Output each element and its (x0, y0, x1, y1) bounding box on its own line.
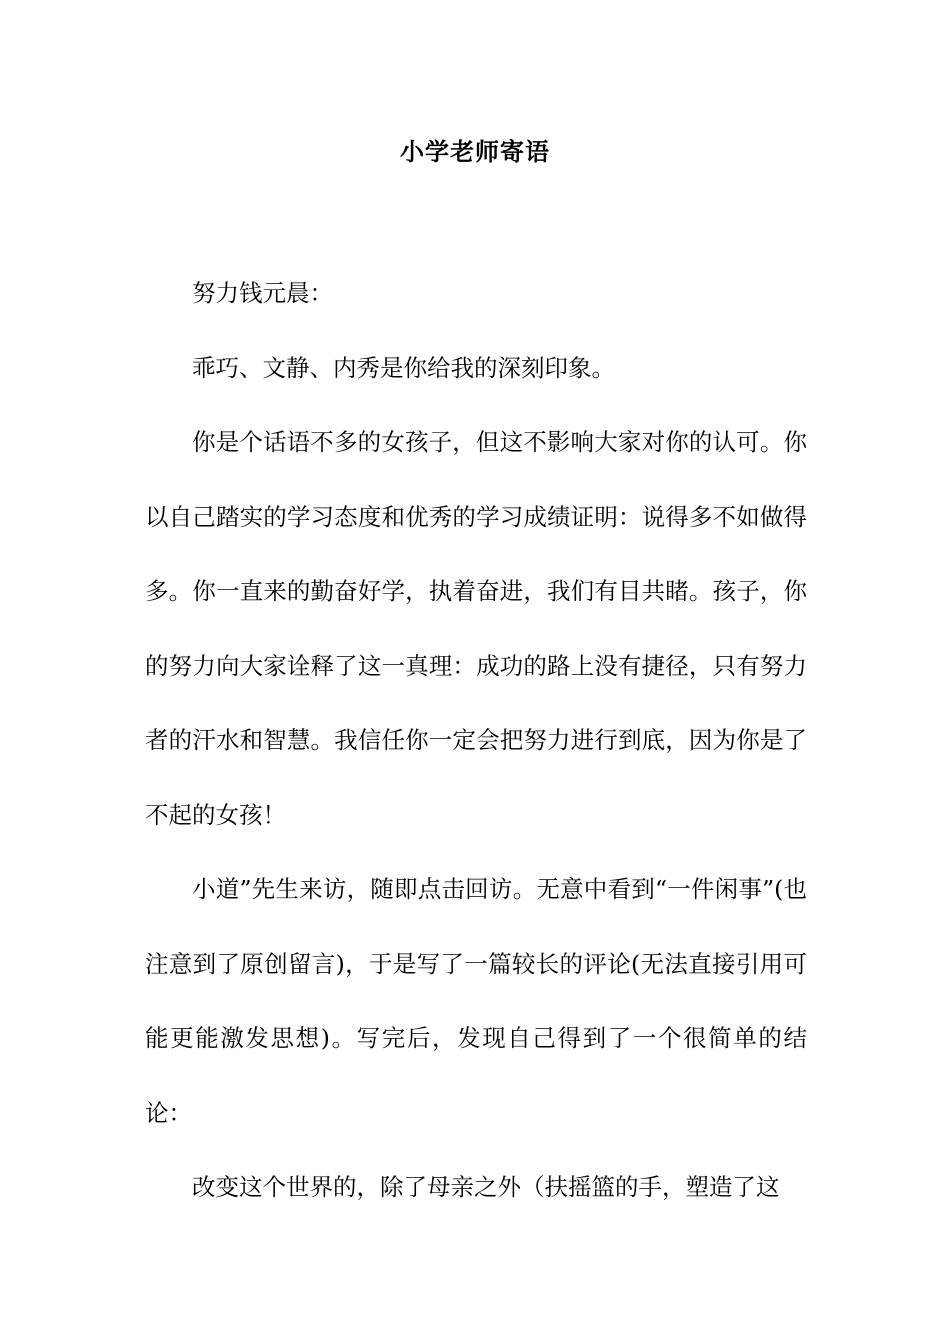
document-body (145, 256, 807, 1225)
document-title: 小学老师寄语 (400, 137, 550, 166)
body-paragraph-4: 改变这个世界的，除了母亲之外（扶摇篮的手，塑造了这 (192, 1173, 780, 1201)
salutation-paragraph: 努力钱元晨： (192, 279, 333, 307)
body-paragraph-1: 乖巧、文静、内秀是你给我的深刻印象。 (192, 353, 615, 382)
body-paragraph-3: 小道”先生来访，随即点击回访。无意中看到“一件闲事”(也注意到了原创留言)，于是写了一篇较长的评论(无法直接引用可能更能激发思想)。写完后，发现自己得到了一个很简单的结论： (145, 875, 807, 1127)
body-paragraph-2: 你是个话语不多的女孩子，但这不影响大家对你的认可。你以自己踏实的学习态度和优秀的学习成绩证明：说得多不如做得多。你一直来的勤奋好学，执着奋进，我们有目共睹。孩子，你的努力向大家诠释了这一真理：成功的路上没有捷径，只有努力者的汗水和智慧。我信任你一定会把努力进行到底，因为你是了不起的女孩！ (145, 428, 807, 829)
